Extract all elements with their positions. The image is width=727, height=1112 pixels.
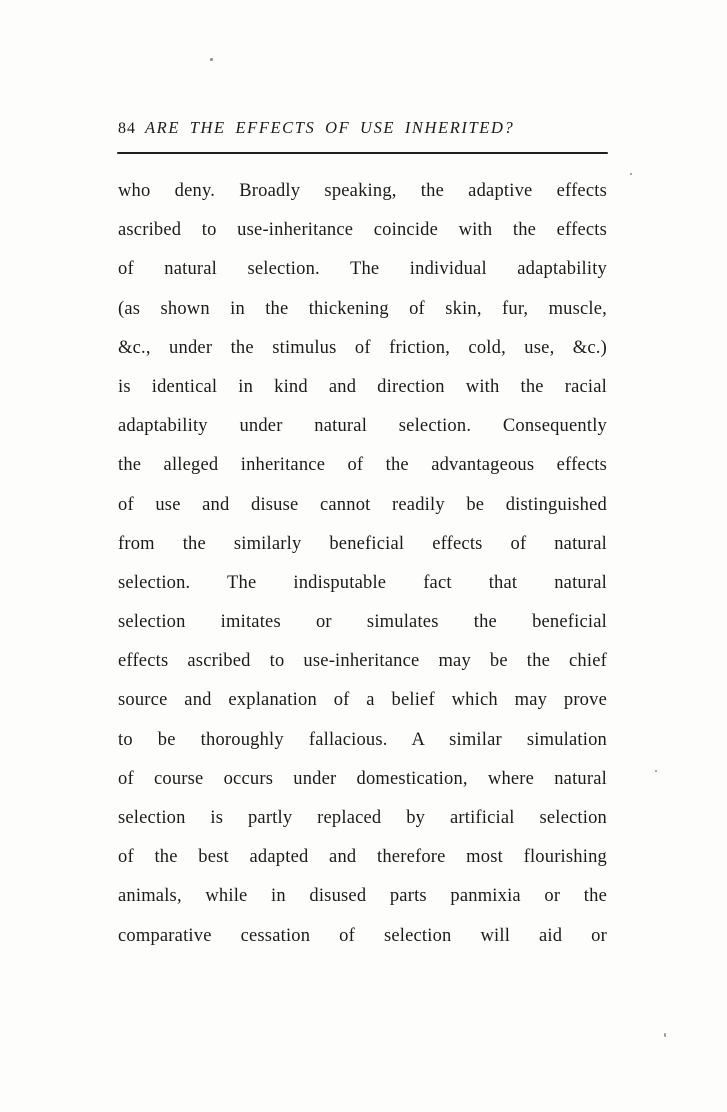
- running-title: ARE THE EFFECTS OF USE INHERITED?: [145, 118, 515, 137]
- text-line: selection imitates or simulates the beneficial: [118, 612, 607, 633]
- page-number: 84: [118, 120, 136, 137]
- text-line: source and explanation of a belief which may prove: [118, 690, 607, 711]
- text-line: comparative cessation of selection will aid or: [118, 925, 607, 946]
- page-header: [118, 118, 608, 138]
- text-line: animals, while in disused parts panmixia or the: [118, 886, 607, 907]
- header-rule: [117, 152, 608, 154]
- text-line: the alleged inheritance of the advantageous effects: [118, 455, 607, 476]
- text-line: to be thoroughly fallacious. A similar simulation: [118, 729, 607, 750]
- text-line: selection. The indisputable fact that natural: [118, 572, 607, 593]
- text-line: (as shown in the thickening of skin, fur, muscle,: [118, 298, 607, 319]
- text-line: of the best adapted and therefore most flourishing: [118, 847, 607, 868]
- page-body: [118, 172, 607, 956]
- text-line: is identical in kind and direction with the racial: [118, 376, 607, 397]
- scan-speck: [210, 58, 213, 61]
- text-line: &c., under the stimulus of friction, cold, use, &c.): [118, 337, 607, 358]
- text-line: adaptability under natural selection. Consequently: [118, 416, 607, 437]
- text-line: who deny. Broadly speaking, the adaptive effects: [118, 181, 607, 201]
- text-line: from the similarly beneficial effects of natural: [118, 533, 607, 554]
- text-line: of use and disuse cannot readily be distinguished: [118, 494, 607, 515]
- text-line: of natural selection. The individual adaptability: [118, 259, 607, 280]
- text-line: effects ascribed to use-inheritance may be the chief: [118, 651, 607, 672]
- text-line: selection is partly replaced by artificial selection: [118, 808, 607, 828]
- text-line: of course occurs under domestication, where natural: [118, 768, 607, 789]
- scan-speck: [655, 770, 657, 772]
- scan-speck: [664, 1033, 666, 1037]
- scan-speck: [630, 173, 632, 175]
- text-line: ascribed to use-inheritance coincide with the effects: [118, 220, 607, 241]
